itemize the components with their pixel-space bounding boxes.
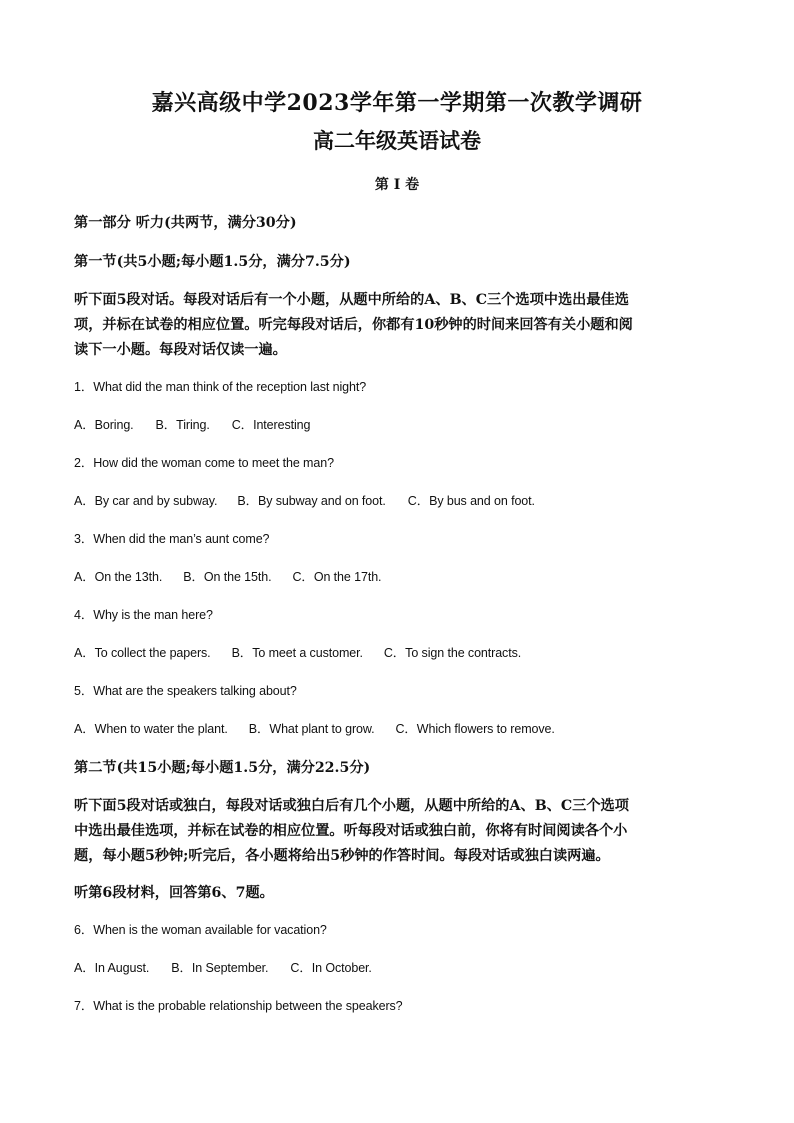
question-3-options — [74, 567, 381, 585]
section1-instruction-line: 读下一小题。每段对话仅读一遍。 — [74, 342, 287, 358]
exam-title: 嘉兴高级中学2023学年第一学期第一次教学调研 — [151, 90, 643, 116]
option-a: A．Boring. — [74, 418, 134, 432]
question-7: 7．What is the probable relationship between the speakers? — [74, 999, 403, 1013]
option-b: B．Tiring. — [155, 418, 210, 432]
option-c: C．To sign the contracts. — [383, 646, 522, 660]
section1-heading: 第一节(共5小题;每小题1.5分，满分7.5分) — [74, 254, 351, 270]
option-b: B．In September. — [171, 961, 269, 975]
question-3: 3．When did the man’s aunt come? — [74, 532, 270, 546]
option-b: B．What plant to grow. — [248, 722, 375, 736]
question-2: 2．How did the woman come to meet the man? — [74, 456, 334, 470]
question-5-options — [74, 719, 555, 737]
option-c: C．By bus and on foot. — [407, 494, 535, 508]
option-b: B．On the 15th. — [183, 570, 272, 584]
option-c: C．On the 17th. — [292, 570, 382, 584]
option-c: C．In October. — [290, 961, 372, 975]
question-4-options — [74, 643, 521, 661]
option-a: A．By car and by subway. — [74, 494, 218, 508]
option-a: A．In August. — [74, 961, 150, 975]
question-1: 1．What did the man think of the reception last night? — [74, 380, 367, 394]
section1-instruction-line: 听下面5段对话。每段对话后有一个小题，从题中所给的A、B、C三个选项中选出最佳选 — [74, 292, 629, 308]
option-a: A．To collect the papers. — [74, 646, 211, 660]
option-a: A．On the 13th. — [74, 570, 163, 584]
question-2-options — [74, 491, 535, 509]
option-a: A．When to water the plant. — [74, 722, 228, 736]
option-b: B．By subway and on foot. — [237, 494, 386, 508]
part1-heading: 第一部分 听力(共两节，满分30分) — [74, 215, 297, 231]
section2-heading: 第二节(共15小题;每小题1.5分，满分22.5分) — [74, 760, 371, 776]
option-c: C．Which flowers to remove. — [395, 722, 555, 736]
material-6-heading: 听第6段材料，回答第6、7题。 — [74, 885, 274, 901]
section2-instruction-line: 题，每小题5秒钟;听完后，各小题将给出5秒钟的作答时间。每段对话或独白读两遍。 — [74, 848, 610, 864]
option-c: C．Interesting — [231, 418, 311, 432]
section1-instruction-line: 项，并标在试卷的相应位置。听完每段对话后，你都有10秒钟的时间来回答有关小题和阅 — [74, 317, 633, 333]
question-4: 4．Why is the man here? — [74, 608, 213, 622]
question-6: 6．When is the woman available for vacation? — [74, 923, 327, 937]
question-6-options — [74, 958, 372, 976]
volume-label: 第 I 卷 — [374, 177, 420, 193]
exam-subtitle: 高二年级英语试卷 — [313, 128, 481, 153]
section2-instruction-line: 听下面5段对话或独白，每段对话或独白后有几个小题，从题中所给的A、B、C三个选项 — [74, 798, 629, 814]
section2-instruction-line: 中选出最佳选项，并标在试卷的相应位置。听每段对话或独白前，你将有时间阅读各个小 — [74, 823, 628, 839]
question-1-options — [74, 415, 310, 433]
question-5: 5．What are the speakers talking about? — [74, 684, 297, 698]
option-b: B．To meet a customer. — [231, 646, 363, 660]
